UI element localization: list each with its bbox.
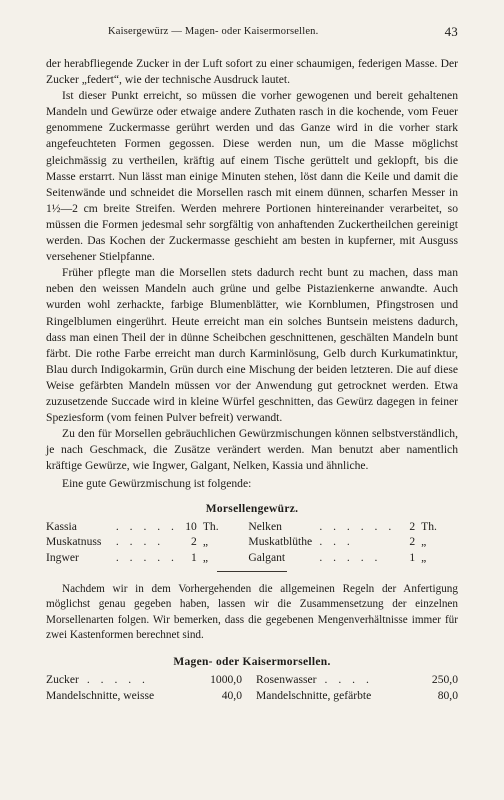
ingredient-name [46, 688, 196, 704]
spice-unit: Th. [421, 519, 437, 533]
paragraph: der herabfliegende Zucker in der Luft sofort zu einer schaumigen, federigen Masse. Der Zucker „federt“, wie der technische Ausdruck lautet. [46, 57, 458, 87]
note-text [46, 582, 458, 644]
leader-dots: . . . . . . [319, 519, 396, 533]
divider [217, 571, 287, 572]
recipe-table [46, 672, 458, 704]
ingredient-label: Mandelschnitte, weisse [46, 688, 155, 702]
ingredient-label: Zucker [46, 672, 79, 686]
spice-name: Nelken [248, 519, 282, 533]
spacer [242, 672, 256, 688]
running-title: Kaisergewürz — Magen- oder Kaisermorsellen. [108, 26, 319, 37]
paragraph: Eine gute Gewürzmischung ist folgende: [62, 477, 252, 491]
leader-dots: . . . . [115, 535, 165, 549]
paragraph: Ist dieser Punkt erreicht, so müssen die vorher gewogenen und bereit gehaltenen Mandeln und Gewürze oder etwaige andere Zuthaten rasch in die kochende, vom Feuer genommene Zuckermasse gerührt werden und das Ganze wird in die vorher stark angefeuchteten Formen gegossen. Diese werden nun, um die Masse möglichst gleichmässig zu vertheilen, kräftig auf einem Tische gerüttelt und geklopft, bis die Masse erstarrt. Nun lässt man einige Minuten stehen, löst dann die Keile und damit die Seitenwände und schneidet die Morsellen rasch mit einem dünnen, scharfen Messer in 1½—2 cm breite Streifen. Werden mehrere Portionen hintereinander verarbeitet, so müssen die Formen jedesmal sehr sorgfältig von anhaftenden Zuckertheilchen gereinigt werden. Das Kochen der Zuckermasse geschieht am besten in kupferner, mit Ausguss versehener Stielpfanne. [46, 89, 458, 264]
spice-name: Galgant [248, 550, 286, 564]
spice-quantity: 1 [409, 550, 416, 564]
paragraph: Nachdem wir in dem Vorhergehenden die allgemeinen Regeln der Anfertigung möglichst genau gegeben haben, lassen wir die Zusammensetzung der einzelnen Morsellenarten folgen. Wir bemerken, dass die gegebenen Mengenverhältnisse immer für zwei Kastenformen berechnet sind. [46, 583, 458, 642]
leader-dots: . . . . . [115, 519, 178, 533]
leader-dots: . . . . . [115, 550, 178, 564]
spice-row [46, 550, 458, 566]
ingredient-label: Rosenwasser [256, 672, 317, 686]
ingredient-name [256, 672, 406, 688]
ingredient-quantity: 1000,0 [210, 672, 242, 686]
spice-name: Muskatnuss [46, 535, 102, 549]
recipe-title: Magen- oder Kaisermorsellen. [173, 655, 331, 668]
spice-unit: Th. [202, 519, 219, 533]
leader-dots: . . . . [324, 672, 373, 686]
spice-name: Kassia [46, 519, 77, 533]
spice-name: Muskatblüthe [248, 535, 313, 549]
spice-unit: „ [202, 550, 208, 564]
spice-row [46, 519, 458, 535]
ingredient-name [256, 688, 406, 704]
spice-unit: „ [421, 550, 427, 564]
book-page [46, 24, 458, 704]
leader-dots: . . . . . [86, 672, 149, 686]
page-header [46, 24, 458, 42]
leader-dots: . . . [319, 535, 354, 549]
main-text [46, 56, 458, 493]
paragraph: Früher pflegte man die Morsellen stets dadurch recht bunt zu machen, dass man neben den weissen Mandeln auch grüne und gelbe Pistazienkerne anwandte. Auch wurden wohl zerhackte, farbige Blumenblätter, wie Kornblumen, Pfingstrosen und Ringelblumen eingerührt. Heute erreicht man ein solches Buntsein meistens dadurch, dass man einen Theil der in dünne Scheibchen geschnittenen, geschälten Mandeln bunt färbt. Die rothe Farbe erreicht man durch Karminlösung, Gelb durch Kurkumatinktur, Blau durch Indigokarmin, Grün durch eine Mischung der beiden letzteren. Die auf diese Weise gefärbten Mandeln müssen vor der Anwendung gut getrocknet werden. Etwa zuzusetzende Succade wird in kleine Würfel geschnitten, das Gewürz dagegen in feiner Speziesform (vom feinen Pulver befreit) verwandt. [46, 266, 458, 425]
spice-name: Ingwer [46, 550, 79, 564]
spice-quantity: 1 [191, 550, 197, 564]
spice-quantity: 2 [191, 535, 197, 549]
ingredient-quantity: 80,0 [437, 688, 458, 702]
spice-table [46, 519, 458, 566]
spice-row [46, 534, 458, 550]
ingredient-label: Mandelschnitte, gefärbte [256, 688, 372, 702]
page-number: 43 [444, 24, 458, 39]
spice-unit: „ [421, 535, 427, 549]
ingredient-quantity: 250,0 [431, 672, 458, 686]
spacer [242, 688, 256, 704]
spice-quantity: 10 [185, 519, 197, 533]
paragraph: Zu den für Morsellen gebräuchlichen Gewürzmischungen können selbstverständlich, je nach Geschmack, die Zusätze verändert werden. Man benutzt aber namentlich kräftige Gewürze, wie Ingwer, Galgant, Nelken, Kassia und ähnliche. [46, 427, 458, 473]
spice-unit: „ [202, 535, 208, 549]
spice-table-title: Morsellengewürz. [205, 502, 299, 515]
ingredient-quantity: 40,0 [221, 688, 242, 702]
recipe-row [46, 672, 458, 688]
ingredient-name [46, 672, 196, 688]
spice-quantity: 2 [409, 519, 416, 533]
spice-quantity: 2 [409, 535, 416, 549]
leader-dots: . . . . . [319, 550, 382, 564]
recipe-row [46, 688, 458, 704]
